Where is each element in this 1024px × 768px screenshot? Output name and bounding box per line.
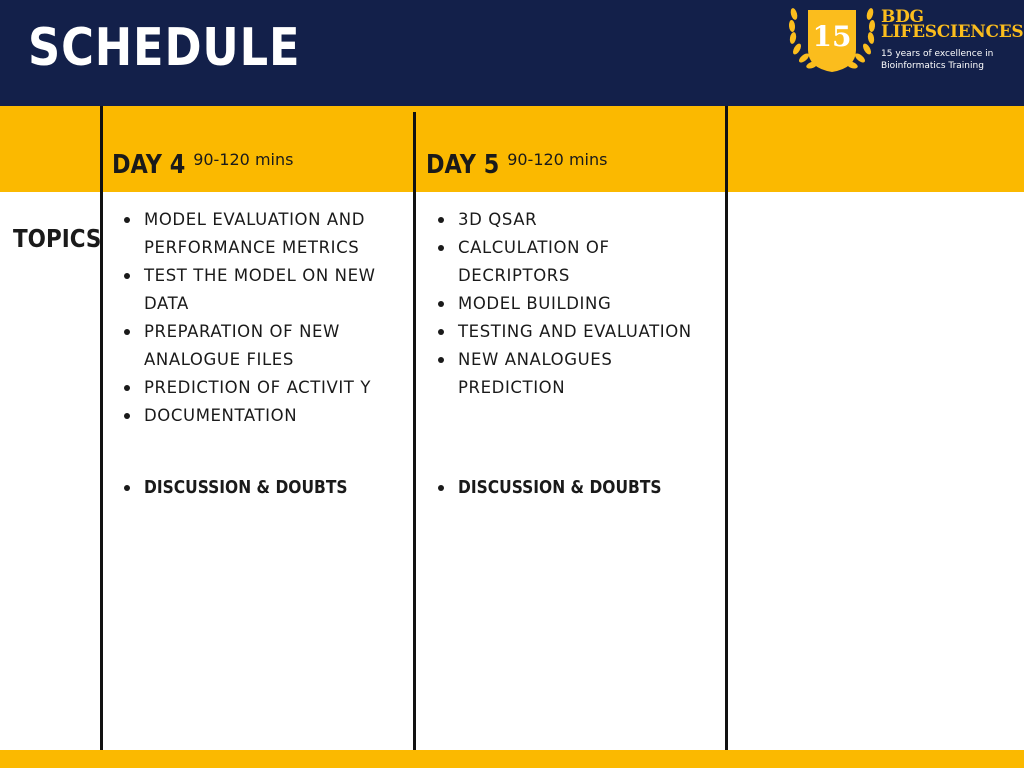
day-5-discussion-item [435, 476, 695, 500]
list-item: MODEL EVALUATION AND PERFORMANCE METRICS [121, 206, 406, 262]
list-item: MODEL BUILDING [435, 290, 720, 318]
day-4-header [112, 150, 293, 180]
column-divider [100, 106, 103, 750]
list-item: 3D QSAR [435, 206, 720, 234]
list-item: TEST THE MODEL ON NEW DATA [121, 262, 406, 318]
list-item: PREPARATION OF NEW ANALOGUE FILES [121, 318, 406, 374]
day-5-duration: 90-120 mins [507, 150, 608, 169]
laurel-badge-icon [786, 2, 878, 76]
day-4-discussion-item [121, 476, 381, 500]
list-item: PREDICTION OF ACTIVIT Y [121, 374, 406, 402]
bdg-logo [786, 2, 1022, 78]
day-4-topic-list [121, 206, 406, 430]
logo-name: BDG LIFESCIENCES [881, 7, 1024, 42]
column-divider [725, 106, 728, 750]
day-5-header [426, 150, 607, 180]
logo-tagline: 15 years of excellence in Bioinformatics Training [881, 49, 994, 71]
list-item: TESTING AND EVALUATION [435, 318, 720, 346]
page-title: SCHEDULE [28, 18, 301, 78]
day-4-duration: 90-120 mins [193, 150, 294, 169]
day-4-discussion-label: DISCUSSION & DOUBTS [144, 477, 348, 498]
list-item: NEW ANALOGUES PREDICTION [435, 346, 720, 402]
logo-badge-number: 15 [812, 20, 852, 53]
topics-row-label: TOPICS [13, 224, 102, 253]
day-5-discussion-label: DISCUSSION & DOUBTS [458, 477, 662, 498]
day-5-topic-list [435, 206, 720, 402]
list-item: CALCULATION OF DECRIPTORS [435, 234, 720, 290]
list-item: DOCUMENTATION [121, 402, 406, 430]
column-divider [413, 112, 416, 750]
day-4-label: DAY 4 [112, 150, 186, 180]
footer-bar [0, 750, 1024, 768]
day-5-label: DAY 5 [426, 150, 500, 180]
